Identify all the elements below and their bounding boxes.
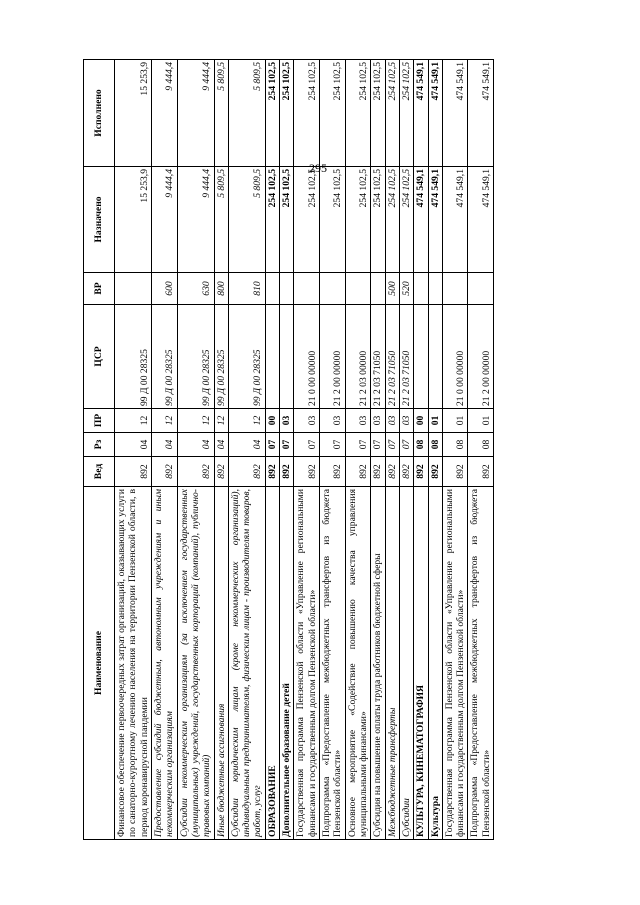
cell-vr [371,273,385,305]
cell-rz: 07 [399,433,413,457]
cell-ved: 892 [214,457,228,487]
cell-csr: 21 2 03 71050 [399,305,413,409]
cell-rz: 07 [371,433,385,457]
cell-executed: 254 102,5 [294,60,320,167]
header-pr: ПР [84,409,115,433]
table-row [228,60,265,840]
cell-rz: 08 [468,433,494,457]
cell-rz: 04 [214,433,228,457]
page-number: 295 [309,161,327,175]
cell-ved: 892 [280,457,294,487]
cell-name: Финансовое обеспечение первоочередных затрат организаций, оказывающих услуги по санаторно-курортному лечению населения на территории Пензенской области, в период коронавирусной пандемии [115,487,152,840]
cell-executed: 474 549,1 [468,60,494,167]
cell-pr: 12 [115,409,152,433]
cell-csr: 99 Д 00 28325 [214,305,228,409]
cell-executed: 474 549,1 [442,60,468,167]
table-row [151,60,177,840]
cell-vr: 520 [399,273,413,305]
cell-pr: 03 [320,409,346,433]
cell-assigned: 9 444,4 [151,167,177,273]
table-row [115,60,152,840]
cell-pr: 00 [414,409,428,433]
cell-pr: 12 [177,409,214,433]
cell-csr: 21 2 03 00000 [345,305,371,409]
cell-executed: 5 809,5 [228,60,265,167]
cell-executed: 254 102,5 [371,60,385,167]
cell-pr: 12 [214,409,228,433]
cell-name: Предоставление субсидий бюджетным, автономным учреждениям и иным некоммерческим организациям [151,487,177,840]
cell-rz: 08 [428,433,442,457]
table-row [280,60,294,840]
cell-vr [280,273,294,305]
cell-pr: 00 [265,409,279,433]
cell-pr: 03 [399,409,413,433]
cell-csr [414,305,428,409]
table-row [345,60,371,840]
table-row [385,60,399,840]
cell-name: Иные бюджетные ассигнования [214,487,228,840]
cell-assigned: 254 102,5 [385,167,399,273]
cell-vr: 800 [214,273,228,305]
table-row [414,60,428,840]
cell-vr: 600 [151,273,177,305]
cell-name: Государственная программа Пензенской области «Управление региональными финансами и государственным долгом Пензенской области» [294,487,320,840]
cell-csr [428,305,442,409]
cell-ved: 892 [442,457,468,487]
cell-ved: 892 [151,457,177,487]
header-rz: Рз [84,433,115,457]
cell-ved: 892 [428,457,442,487]
table-row [320,60,346,840]
cell-assigned: 254 102,5 [371,167,385,273]
cell-assigned: 15 253,9 [115,167,152,273]
cell-vr [428,273,442,305]
table-row [371,60,385,840]
cell-rz: 04 [115,433,152,457]
cell-name: Межбюджетные трансферты [385,487,399,840]
cell-executed: 5 809,5 [214,60,228,167]
header-vr: ВР [84,273,115,305]
cell-assigned: 254 102,5 [320,167,346,273]
cell-vr [115,273,152,305]
cell-name: Субсидии юридическим лицам (кроме некоммерческих организаций), индивидуальным предпринимателям, физическим лицам - производителям товаров, работ, услуг [228,487,265,840]
cell-vr: 500 [385,273,399,305]
header-assigned: Назначено [84,167,115,273]
cell-ved: 892 [371,457,385,487]
header-name: Наименование [84,487,115,840]
cell-name: Подпрограмма «Предоставление межбюджетных трансфертов из бюджета Пензенской области» [320,487,346,840]
cell-rz: 08 [442,433,468,457]
cell-name: Субсидия на повышение оплаты труда работников бюджетной сферы [371,487,385,840]
cell-csr: 21 0 00 00000 [442,305,468,409]
cell-assigned: 5 809,5 [228,167,265,273]
table-row [177,60,214,840]
cell-rz: 07 [345,433,371,457]
cell-pr: 03 [345,409,371,433]
cell-assigned: 254 102,5 [294,167,320,273]
cell-vr: 630 [177,273,214,305]
cell-executed: 474 549,1 [428,60,442,167]
cell-executed: 9 444,4 [177,60,214,167]
cell-name: КУЛЬТУРА, КИНЕМАТОГРАФИЯ [414,487,428,840]
cell-ved: 892 [385,457,399,487]
table-body [115,60,494,840]
table-row [294,60,320,840]
cell-assigned: 254 102,5 [399,167,413,273]
table-row [265,60,279,840]
cell-pr: 12 [151,409,177,433]
table-row [442,60,468,840]
cell-csr: 21 2 03 71050 [385,305,399,409]
table-header-row [84,60,115,840]
rotated-table-area [83,60,563,840]
cell-pr: 01 [468,409,494,433]
cell-assigned: 254 102,5 [265,167,279,273]
cell-csr: 99 Д 00 28325 [228,305,265,409]
cell-vr [320,273,346,305]
cell-ved: 892 [115,457,152,487]
cell-vr [468,273,494,305]
cell-name: Субсидии [399,487,413,840]
table-row [428,60,442,840]
cell-executed: 9 444,4 [151,60,177,167]
cell-name: Дополнительное образование детей [280,487,294,840]
cell-name: Государственная программа Пензенской области «Управление региональными финансами и государственным долгом Пензенской области» [442,487,468,840]
cell-name: Подпрограмма «Предоставление межбюджетных трансфертов из бюджета Пензенской области» [468,487,494,840]
header-csr: ЦСР [84,305,115,409]
cell-assigned: 474 549,1 [442,167,468,273]
cell-name: Субсидии некоммерческим организациям (за исключением государственных (муниципальных) учреждений, государственных корпораций (компаний), публично-правовых компаний) [177,487,214,840]
cell-assigned: 254 102,5 [280,167,294,273]
cell-executed: 254 102,5 [265,60,279,167]
cell-vr: 810 [228,273,265,305]
cell-rz: 04 [151,433,177,457]
cell-csr: 99 Д 00 28325 [151,305,177,409]
cell-name: Основное мероприятие «Содействие повышению качества управления муниципальными финансами» [345,487,371,840]
cell-csr: 99 Д 00 28325 [115,305,152,409]
cell-rz: 04 [177,433,214,457]
cell-csr: 21 2 00 00000 [320,305,346,409]
cell-executed: 15 253,9 [115,60,152,167]
cell-executed: 254 102,5 [345,60,371,167]
table-row [214,60,228,840]
cell-ved: 892 [399,457,413,487]
header-ved: Вед [84,457,115,487]
cell-csr: 21 2 03 71050 [371,305,385,409]
cell-pr: 01 [442,409,468,433]
cell-csr [265,305,279,409]
cell-ved: 892 [320,457,346,487]
cell-csr: 21 0 00 00000 [294,305,320,409]
cell-ved: 892 [345,457,371,487]
cell-assigned: 254 102,5 [345,167,371,273]
table-row [468,60,494,840]
rotated-table-inner [83,60,563,840]
cell-pr: 03 [371,409,385,433]
cell-rz: 04 [228,433,265,457]
cell-rz: 07 [320,433,346,457]
header-executed: Исполнено [84,60,115,167]
table-row [399,60,413,840]
cell-csr [280,305,294,409]
cell-csr: 99 Д 00 28325 [177,305,214,409]
cell-vr [442,273,468,305]
cell-vr [294,273,320,305]
cell-ved: 892 [265,457,279,487]
cell-executed: 474 549,1 [414,60,428,167]
cell-ved: 892 [414,457,428,487]
cell-rz: 08 [414,433,428,457]
cell-csr: 21 2 00 00000 [468,305,494,409]
cell-pr: 03 [385,409,399,433]
cell-assigned: 474 549,1 [414,167,428,273]
cell-vr [414,273,428,305]
cell-executed: 254 102,5 [399,60,413,167]
cell-name: ОБРАЗОВАНИЕ [265,487,279,840]
cell-rz: 07 [265,433,279,457]
cell-assigned: 5 809,5 [214,167,228,273]
cell-pr: 03 [280,409,294,433]
cell-ved: 892 [228,457,265,487]
cell-pr: 03 [294,409,320,433]
cell-executed: 254 102,5 [385,60,399,167]
cell-assigned: 474 549,1 [428,167,442,273]
cell-executed: 254 102,5 [320,60,346,167]
cell-name: Культура [428,487,442,840]
budget-table [83,59,494,840]
cell-rz: 07 [280,433,294,457]
cell-vr [265,273,279,305]
cell-executed: 254 102,5 [280,60,294,167]
cell-vr [345,273,371,305]
cell-ved: 892 [468,457,494,487]
cell-rz: 07 [294,433,320,457]
cell-assigned: 9 444,4 [177,167,214,273]
cell-rz: 07 [385,433,399,457]
cell-ved: 892 [177,457,214,487]
cell-pr: 01 [428,409,442,433]
cell-ved: 892 [294,457,320,487]
cell-pr: 12 [228,409,265,433]
cell-assigned: 474 549,1 [468,167,494,273]
